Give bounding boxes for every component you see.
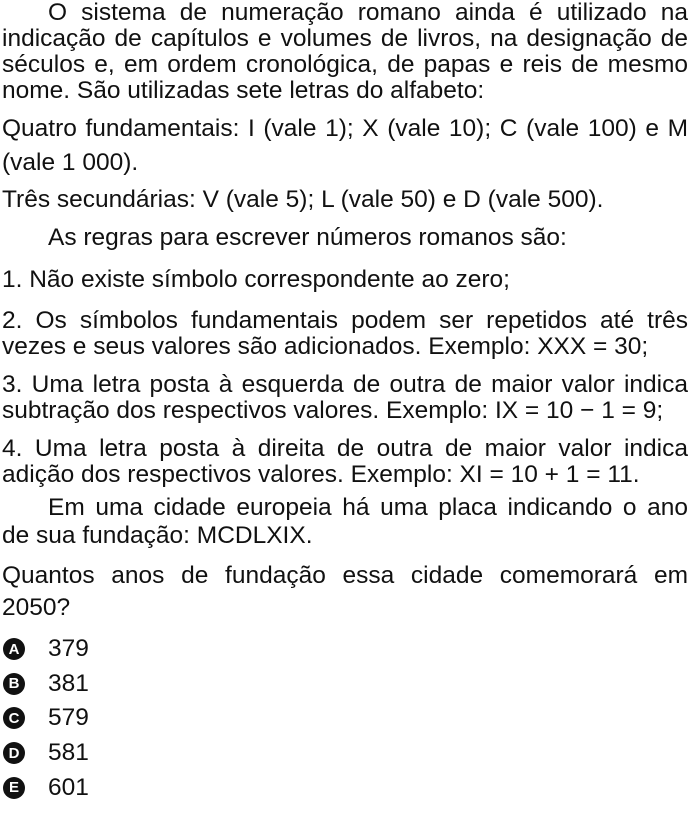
rule-3: 3. Uma letra posta à esquerda de outra de maior valor indica subtração dos respectivos valores. Exemplo: IX = 10 − 1 = 9; — [2, 371, 688, 424]
option-value: 581 — [48, 739, 89, 767]
option-value: 379 — [48, 635, 89, 663]
option-value: 601 — [48, 773, 89, 801]
secondary-paragraph: Três secundárias: V (vale 5); L (vale 50) e D (vale 500). — [2, 186, 604, 213]
rules-intro-paragraph: As regras para escrever números romanos são: — [48, 224, 567, 251]
option-b[interactable] — [2, 667, 688, 702]
option-letter-badge: A — [3, 638, 25, 660]
option-c[interactable] — [2, 701, 688, 736]
option-letter-badge: D — [3, 742, 25, 764]
rule-4: 4. Uma letra posta à direita de outra de maior valor indica adição dos respectivos valores. Exemplo: XI = 10 + 1 = 11. — [2, 435, 688, 488]
intro-paragraph: O sistema de numeração romano ainda é utilizado na indicação de capítulos e volumes de livros, na designação de séculos e, em ordem cronológica, de papas e reis de mesmo nome. São utilizadas sete letras do alfabeto: — [2, 0, 688, 104]
option-a[interactable] — [2, 632, 688, 667]
option-value: 579 — [48, 704, 89, 732]
option-d[interactable] — [2, 736, 688, 771]
rule-2: 2. Os símbolos fundamentais podem ser repetidos até três vezes e seus valores são adicionados. Exemplo: XXX = 30; — [2, 307, 688, 360]
option-letter-badge: C — [3, 707, 25, 729]
option-value: 381 — [48, 669, 89, 697]
fundamentals-paragraph: Quatro fundamentais: I (vale 1); X (vale 10); C (vale 100) e M (vale 1 000). — [2, 115, 688, 176]
plaque-paragraph: Em uma cidade europeia há uma placa indicando o ano de sua fundação: MCDLXIX. — [2, 494, 688, 549]
question-prompt: Quantos anos de fundação essa cidade comemorará em 2050? — [2, 562, 688, 621]
option-e[interactable] — [2, 770, 688, 805]
answer-options — [2, 632, 688, 805]
option-letter-badge: E — [3, 777, 25, 799]
option-letter-badge: B — [3, 673, 25, 695]
rule-1: 1. Não existe símbolo correspondente ao zero; — [2, 266, 510, 293]
